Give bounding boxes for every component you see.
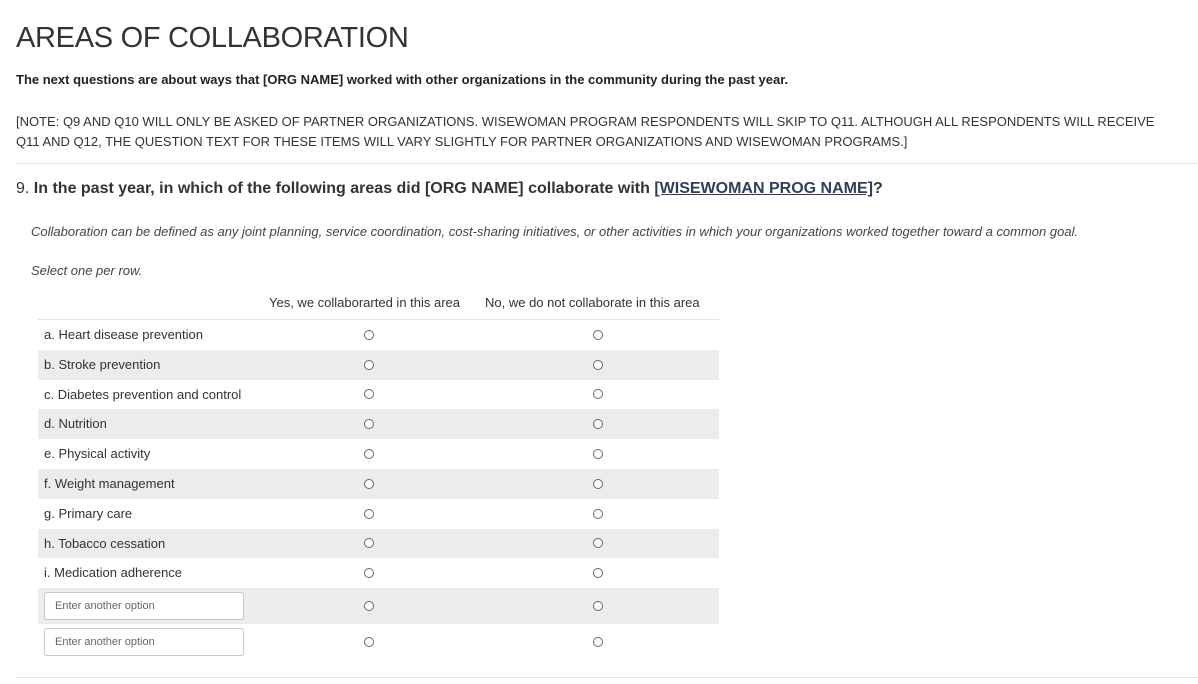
radio-yes[interactable] bbox=[364, 568, 374, 578]
question-text: In the past year, in which of the following areas did [ORG NAME] collaborate with bbox=[33, 180, 655, 197]
question-divider bbox=[16, 677, 1198, 678]
row-label: h. Tobacco cessation bbox=[44, 535, 166, 551]
radio-no[interactable] bbox=[593, 419, 603, 429]
matrix-row bbox=[38, 409, 719, 439]
other-option-input[interactable] bbox=[44, 592, 244, 620]
column-header-yes: Yes, we collaborarted in this area bbox=[269, 295, 461, 310]
row-label: b. Stroke prevention bbox=[44, 356, 161, 372]
other-option-input[interactable] bbox=[44, 628, 244, 656]
column-header-no: No, we do not collaborate in this area bbox=[485, 295, 700, 310]
radio-no[interactable] bbox=[593, 449, 603, 459]
matrix-row-other bbox=[38, 624, 719, 660]
matrix-row bbox=[38, 380, 719, 410]
radio-yes[interactable] bbox=[364, 449, 374, 459]
radio-no[interactable] bbox=[593, 509, 603, 519]
radio-yes[interactable] bbox=[364, 509, 374, 519]
radio-no[interactable] bbox=[593, 637, 603, 647]
section-intro: The next questions are about ways that [ORG NAME] worked with other organizations in the community during the past year. bbox=[16, 72, 789, 87]
radio-yes[interactable] bbox=[364, 601, 374, 611]
section-divider bbox=[16, 163, 1198, 164]
row-label: c. Diabetes prevention and control bbox=[44, 386, 242, 402]
collaboration-matrix bbox=[38, 319, 719, 660]
matrix-row bbox=[38, 558, 719, 588]
radio-no[interactable] bbox=[593, 568, 603, 578]
radio-yes[interactable] bbox=[364, 330, 374, 340]
radio-yes[interactable] bbox=[364, 479, 374, 489]
row-label: e. Physical activity bbox=[44, 446, 151, 462]
row-label: g. Primary care bbox=[44, 505, 133, 521]
radio-no[interactable] bbox=[593, 601, 603, 611]
matrix-row bbox=[38, 499, 719, 529]
question-instruction: Select one per row. bbox=[31, 263, 143, 278]
row-label: d. Nutrition bbox=[44, 416, 107, 432]
program-name-link[interactable]: [WISEWOMAN PROG NAME] bbox=[654, 180, 873, 197]
row-label: f. Weight management bbox=[44, 475, 175, 491]
radio-yes[interactable] bbox=[364, 637, 374, 647]
matrix-row bbox=[38, 469, 719, 499]
radio-no[interactable] bbox=[593, 389, 603, 399]
row-label: a. Heart disease prevention bbox=[44, 327, 203, 342]
question-title bbox=[16, 180, 883, 198]
question-end-punct: ? bbox=[872, 180, 883, 197]
section-title: AREAS OF COLLABORATION bbox=[16, 22, 409, 54]
matrix-row-other bbox=[38, 588, 719, 624]
radio-no[interactable] bbox=[593, 538, 603, 548]
question-number: 9. bbox=[16, 180, 30, 197]
radio-yes[interactable] bbox=[364, 538, 374, 548]
matrix-row bbox=[38, 320, 719, 350]
matrix-row bbox=[38, 350, 719, 380]
question-definition: Collaboration can be defined as any joint planning, service coordination, cost-sharing initiatives, or other activities in which your organizations worked together toward a common goal. bbox=[31, 224, 1079, 239]
row-label: i. Medication adherence bbox=[44, 565, 183, 581]
radio-no[interactable] bbox=[593, 479, 603, 489]
matrix-row bbox=[38, 529, 719, 559]
matrix-row bbox=[38, 439, 719, 469]
radio-yes[interactable] bbox=[364, 419, 374, 429]
radio-no[interactable] bbox=[593, 360, 603, 370]
radio-yes[interactable] bbox=[364, 360, 374, 370]
admin-note: [NOTE: Q9 AND Q10 WILL ONLY BE ASKED OF PARTNER ORGANIZATIONS. WISEWOMAN PROGRAM RESPONDENTS WILL SKIP TO Q11. ALTHOUGH ALL RESPONDENTS WILL RECEIVE Q11 AND Q12, THE QUESTION TEXT FOR THESE ITEMS WILL VARY SLIGHTLY FOR PARTNER ORGANIZATIONS AND WISEWOMAN PROGRAMS.] bbox=[16, 114, 1155, 149]
radio-no[interactable] bbox=[593, 330, 603, 340]
radio-yes[interactable] bbox=[364, 389, 374, 399]
